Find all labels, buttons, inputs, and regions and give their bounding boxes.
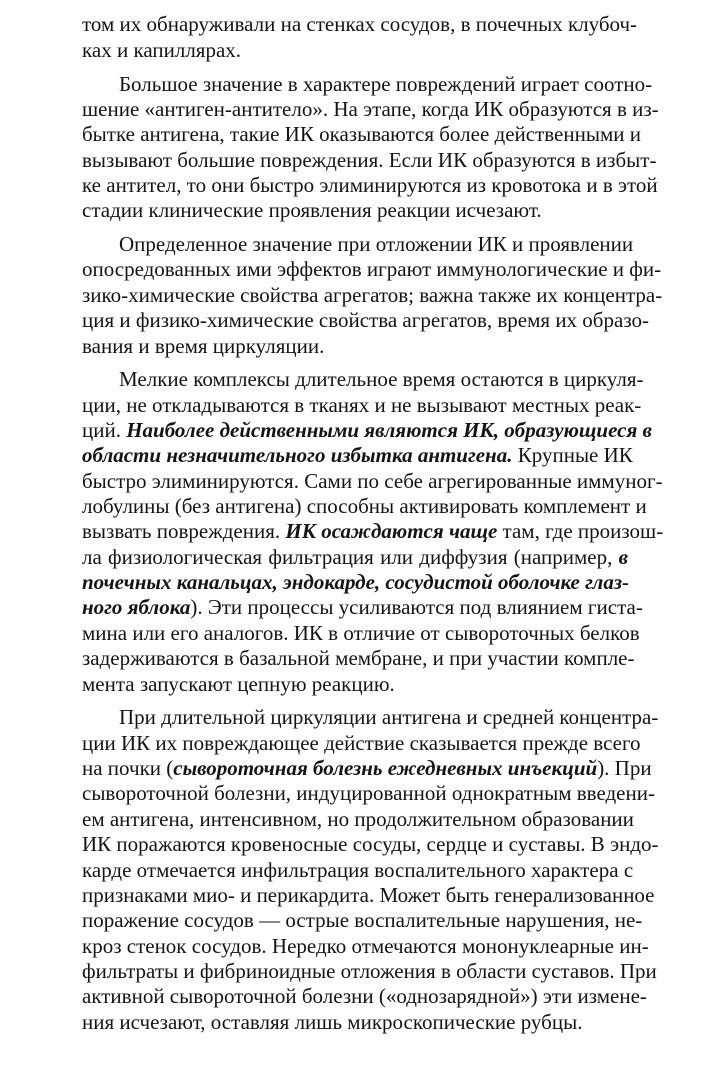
text-line: признаками мио- и перикардита. Может быть генерализованное — [82, 883, 655, 907]
text-run: ). Эти процессы усиливаются под влиянием гиста- — [190, 595, 643, 619]
text-run: ций. — [82, 418, 127, 442]
text-line: При длительной циркуляции антигена и средней концентра- — [119, 705, 659, 729]
text-line: сывороточной болезни, индуцированной однократным введени- — [82, 781, 655, 805]
text-line: том их обнаруживали на стенках сосудов, в почечных клубоч- — [82, 12, 638, 36]
emphasis-text: ного яблока — [82, 595, 191, 619]
text-line: ции, не откладываются в тканях и не вызывают местных реак- — [82, 393, 642, 417]
text-line: ции ИК их повреждающее действие сказывается прежде всего — [82, 731, 641, 755]
text-line: ИК поражаются кровеносные сосуды, сердце и суставы. В эндо- — [82, 832, 659, 856]
text-line: бытке антигена, такие ИК оказываются более действенными и — [82, 122, 641, 146]
text-line — [82, 443, 633, 467]
text-run: там, где произош- — [497, 519, 664, 543]
text-line: вания и время циркуляции. — [82, 334, 325, 358]
text-line: ция и физико-химические свойства агрегатов, время их образо- — [82, 308, 649, 332]
text-line: ках и капиллярах. — [82, 38, 242, 62]
text-line: лобулины (без антигена) способны активировать комплемент и — [82, 494, 647, 518]
text-run: ). При — [597, 756, 652, 780]
text-line — [82, 519, 664, 543]
text-line: опосредованных ими эффектов играют иммунологические и фи- — [82, 257, 662, 281]
text-line: Мелкие комплексы длительное время остаются в циркуля- — [119, 367, 644, 391]
emphasis-text: в — [618, 545, 628, 569]
text-line: шение «антиген-антитело». На этапе, когда ИК образуются в из- — [82, 97, 659, 121]
text-line: зико-химические свойства агрегатов; важна также их концентра- — [82, 283, 663, 307]
text-line: вызывают большие повреждения. Если ИК образуются в избыт- — [82, 148, 657, 172]
text-run: ла физиологическая фильтрация или диффузия (например, — [82, 545, 619, 569]
text-line: ем антигена, интенсивном, но продолжительном образовании — [82, 807, 634, 831]
text-line — [82, 418, 652, 442]
text-line — [82, 595, 643, 619]
text-line: поражение сосудов — острые воспалительные нарушения, не- — [82, 908, 643, 932]
emphasis-text: Наиболее действенными являются ИК, образующиеся в — [126, 418, 652, 442]
text-line: стадии клинические проявления реакции исчезают. — [82, 198, 542, 222]
emphasis-text: почечных канальцах, эндокарде, сосудистой оболочке глаз- — [82, 570, 630, 594]
text-line — [82, 756, 652, 780]
text-line: активной сывороточной болезни («однозарядной») эти измене- — [82, 984, 647, 1008]
emphasis-text: сывороточная болезнь ежедневных инъекций — [173, 756, 598, 780]
text-line — [82, 572, 628, 593]
emphasis-text: области незначительного избытка антигена. — [82, 443, 513, 467]
text-line: карде отмечается инфильтрация воспалительного характера с — [82, 858, 634, 882]
text-line: Большое значение в характере повреждений играет соотно- — [119, 72, 653, 96]
text-line: ке антител, то они быстро элиминируются из кровотока и в этой — [82, 173, 658, 197]
text-line: кроз стенок сосудов. Нередко отмечаются мононуклеарные ин- — [82, 934, 649, 958]
text-line: мента запускают цепную реакцию. — [82, 672, 395, 696]
text-run: Крупные ИК — [512, 443, 633, 467]
text-line — [82, 547, 628, 568]
text-run: на почки ( — [82, 756, 174, 780]
text-line: Определенное значение при отложении ИК и проявлении — [119, 232, 634, 256]
text-line: мина или его аналогов. ИК в отличие от сывороточных белков — [82, 621, 640, 645]
emphasis-text: ИК осаждаются чаще — [285, 519, 498, 543]
text-run: вызвать повреждения. — [82, 519, 286, 543]
text-line: ния исчезают, оставляя лишь микроскопические рубцы. — [82, 1010, 583, 1034]
text-line: быстро элиминируются. Сами по себе агрегированные иммуног- — [82, 469, 663, 493]
text-line: задерживаются в базальной мембране, и при участии компле- — [82, 646, 635, 670]
text-line: фильтраты и фибриноидные отложения в области суставов. При — [82, 959, 657, 983]
